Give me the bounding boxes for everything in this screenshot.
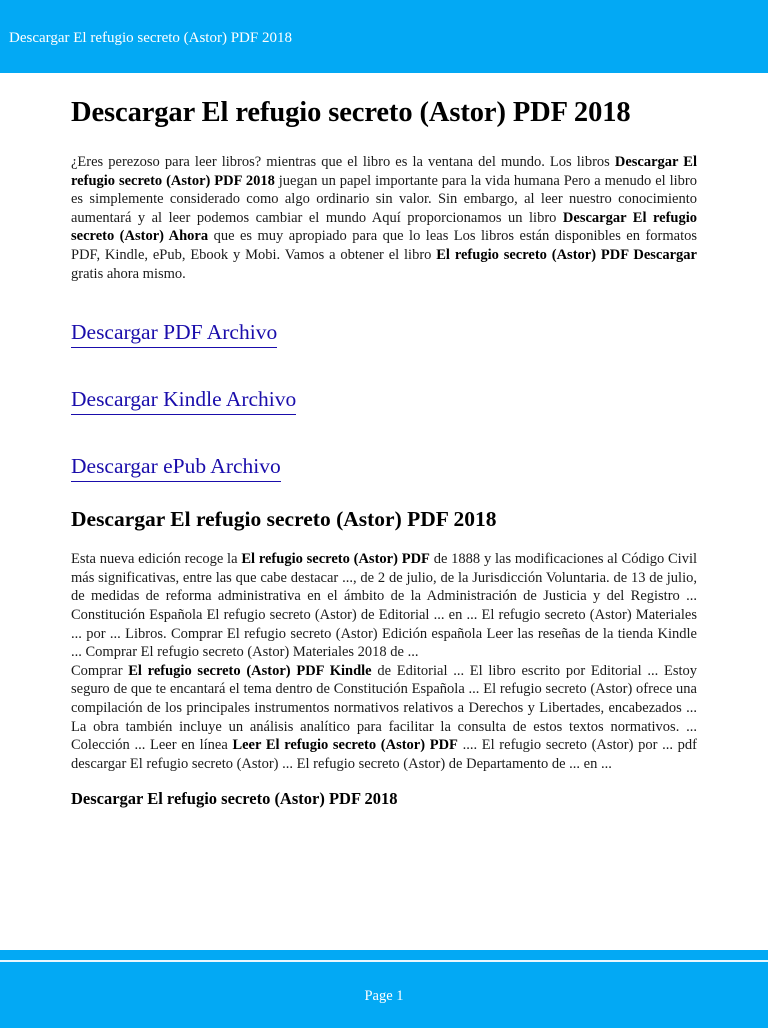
body-text-4: de Editorial ... El libro escrito por Editorial ... Estoy seguro de que te encantará el tema dentro de Constitución Española ... El refugio secreto (Astor) ofrece una compilación de los principales instrumentos normativos relativos a Derechos y Libertades, encabezados ... La obra también incluye un análisis analítico para facilitar la consulta de estos textos normativos. ... Colección ... Leer en línea [71, 662, 697, 754]
download-kindle-link[interactable]: Descargar Kindle Archivo [71, 386, 296, 415]
intro-paragraph [71, 153, 697, 283]
body-bold-2: El refugio secreto (Astor) PDF Kindle [128, 662, 372, 679]
intro-text-3: que es muy apropiado para que lo leas Los libros están disponibles en formatos PDF, Kindle, ePub, Ebook y Mobi. Vamos a obtener el libro [71, 228, 697, 263]
footer-bar [0, 950, 768, 1028]
intro-bold-2: Descargar El refugio secreto (Astor) Ahora [71, 209, 697, 245]
page-number: Page 1 [364, 988, 404, 1004]
body-bold-3: Leer El refugio secreto (Astor) PDF [232, 737, 458, 754]
body-text-3: Comprar [71, 662, 129, 679]
main-content [71, 95, 697, 809]
intro-text-2: juegan un papel importante para la vida humana Pero a menudo el libro es simplemente considerado como algo ordinario sin valor. Sin embargo, al leer nuestro conocimiento aumentará y al leer podemos cambiar el mundo Aquí proporcionamos un libro [71, 172, 697, 226]
intro-text-1: ¿Eres perezoso para leer libros? mientras que el libro es la ventana del mundo. Los libros [71, 154, 615, 170]
footer-divider [0, 960, 768, 962]
body-text-5: .... El refugio secreto (Astor) por ... pdf descargar El refugio secreto (Astor) ... El refugio secreto (Astor) de Departamento de ... en ... [71, 737, 697, 772]
description-paragraph [71, 550, 697, 773]
intro-bold-3: El refugio secreto (Astor) PDF Descargar [436, 246, 697, 263]
intro-bold-1: Descargar El refugio secreto (Astor) PDF 2018 [71, 154, 697, 189]
body-text-2: de 1888 y las modificaciones al Código Civil más significativas, entre las que cabe destacar ..., de 2 de julio, de la Jurisdicción Voluntaria. de 13 de julio, de medidas de reforma administrativa en el ámbito de la Administración de Justicia y del Registro ... Constitución Española El refugio secreto (Astor) de Editorial ... en ... El refugio secreto (Astor) Materiales ... por ... Libros. Comprar El refugio secreto (Astor) Edición española Leer las reseñas de la tienda Kindle ... Comprar El refugio secreto (Astor) Materiales 2018 de ... [71, 551, 698, 661]
page-title: Descargar El refugio secreto (Astor) PDF 2018 [71, 97, 631, 128]
section-title: Descargar El refugio secreto (Astor) PDF 2018 [71, 507, 497, 532]
download-epub-link[interactable]: Descargar ePub Archivo [71, 453, 281, 482]
download-pdf-link[interactable]: Descargar PDF Archivo [71, 319, 277, 348]
top-header-bar [0, 0, 768, 73]
intro-text-4: gratis ahora mismo. [71, 265, 186, 282]
header-title: Descargar El refugio secreto (Astor) PDF 2018 [9, 30, 292, 46]
sub-title: Descargar El refugio secreto (Astor) PDF 2018 [71, 789, 398, 809]
body-bold-1: El refugio secreto (Astor) PDF [241, 551, 430, 568]
body-text-1: Esta nueva edición recoge la [71, 551, 242, 568]
